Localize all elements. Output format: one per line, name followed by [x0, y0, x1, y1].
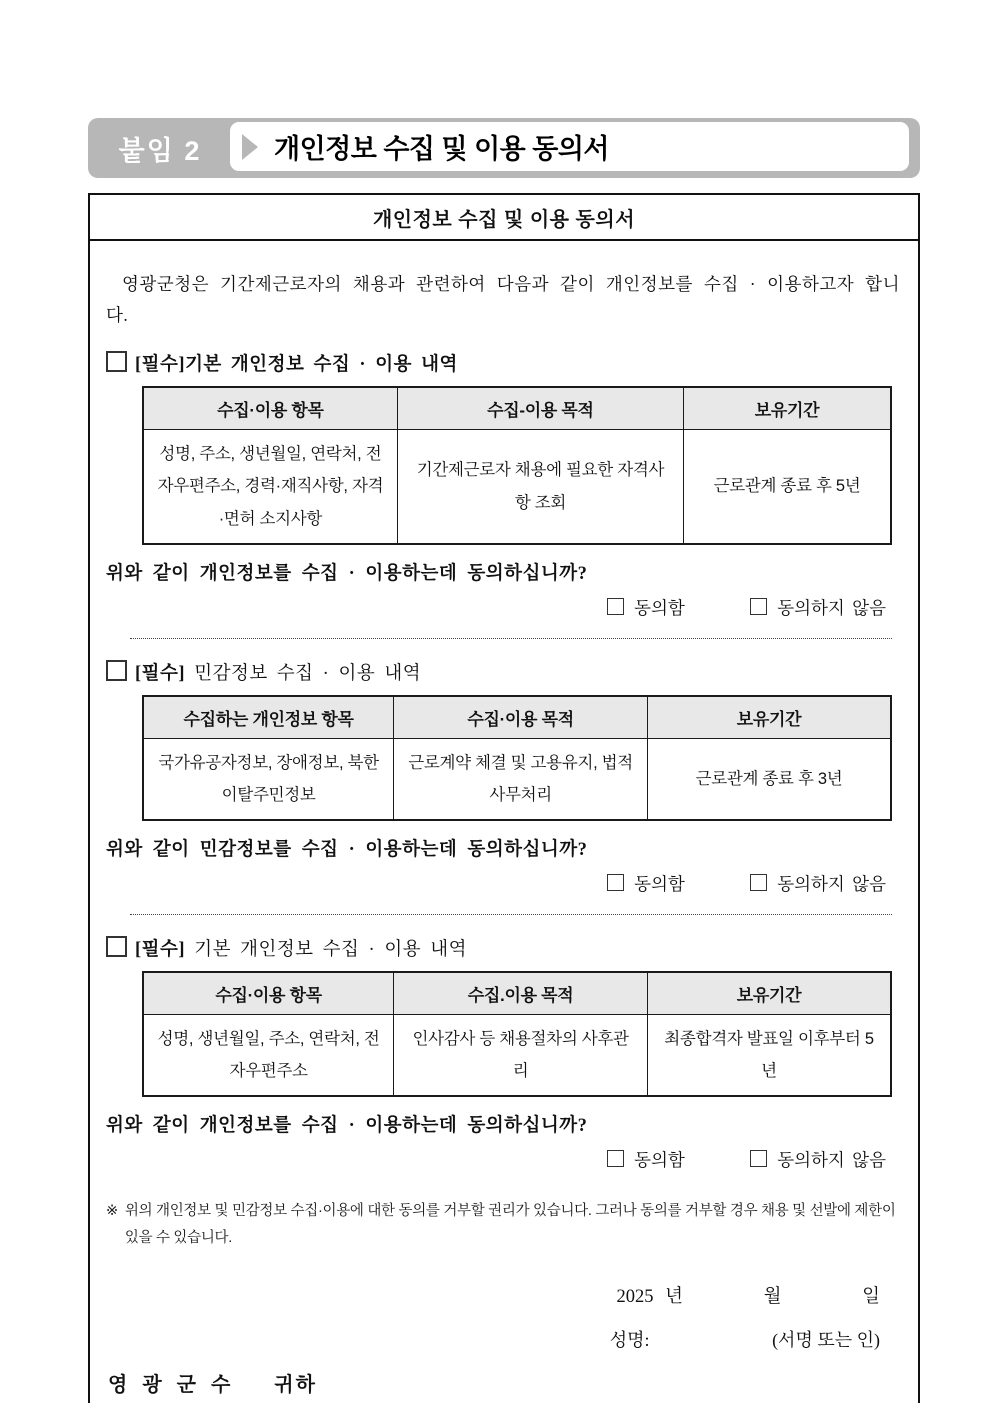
month-label: 월	[763, 1287, 782, 1308]
addressee	[108, 1368, 902, 1397]
table-3-header-row	[143, 972, 891, 1015]
collection-items-cell: 성명, 주소, 생년월일, 연락처, 전자우편주소, 경력·재직사항, 자격·면허 소지사항	[143, 430, 397, 544]
disagree-label: 동의하지 않음	[777, 874, 886, 895]
form-body	[90, 241, 918, 1403]
banner-title: 개인정보 수집 및 이용 동의서	[274, 134, 609, 164]
agree-checkbox-icon[interactable]	[607, 1150, 624, 1167]
table-1-header-row	[143, 387, 891, 430]
section-2-heading	[106, 659, 902, 685]
agree-label: 동의함	[634, 597, 685, 618]
section-basic-info-2	[104, 935, 902, 1172]
table-2-data-row	[143, 738, 891, 820]
section-sensitive-info	[104, 659, 902, 896]
agree-label: 동의함	[634, 874, 685, 895]
collection-purpose-cell: 기간제근로자 채용에 필요한 자격사항 조회	[397, 430, 683, 544]
date-line	[104, 1282, 902, 1308]
column-header: 보유기간	[648, 696, 892, 739]
column-header: 수집·이용 항목	[143, 387, 397, 430]
disagree-option-3[interactable]	[750, 1150, 886, 1170]
disagree-checkbox-icon[interactable]	[750, 598, 767, 615]
agree-option-1[interactable]	[607, 598, 685, 618]
attachment-badge: 붙임 2	[118, 135, 202, 166]
footnote	[106, 1198, 900, 1252]
column-header: 수집·이용 항목	[143, 972, 394, 1015]
collection-purpose-cell: 근로계약 체결 및 고용유지, 법적사무처리	[394, 738, 648, 820]
consent-options-3	[104, 1147, 902, 1172]
form-title: 개인정보 수집 및 이용 동의서	[90, 195, 918, 241]
agree-checkbox-icon[interactable]	[607, 598, 624, 615]
collection-items-cell: 성명, 생년월일, 주소, 연락처, 전자우편주소	[143, 1015, 394, 1097]
table-3-data-row	[143, 1015, 891, 1097]
dotted-divider	[130, 638, 892, 639]
column-header: 수집.이용 목적	[394, 972, 648, 1015]
collection-purpose-cell: 인사감사 등 채용절차의 사후관리	[394, 1015, 648, 1097]
signature-line	[104, 1326, 902, 1352]
consent-options-2	[104, 871, 902, 896]
agree-option-2[interactable]	[607, 874, 685, 894]
section-3-heading-required: [필수]	[135, 940, 186, 961]
consent-question-3: 위와 같이 개인정보를 수집 · 이용하는데 동의하십니까?	[106, 1116, 588, 1137]
section-3-heading-text: 기본 개인정보 수집 · 이용 내역	[185, 940, 467, 961]
retention-period-cell: 최종합격자 발표일 이후부터 5년	[648, 1015, 892, 1097]
addressee-suffix: 귀하	[274, 1374, 317, 1397]
footnote-text: 위의 개인정보 및 민감정보 수집·이용에 대한 동의를 거부할 권리가 있습니다. 그러나 동의를 거부할 경우 채용 및 선발에 제한이 있을 수 있습니다.	[124, 1203, 896, 1247]
year-value: 2025	[616, 1287, 654, 1308]
attachment-banner	[88, 118, 920, 178]
agree-checkbox-icon[interactable]	[607, 874, 624, 891]
column-header: 수집-이용 목적	[397, 387, 683, 430]
dotted-divider	[130, 914, 892, 915]
column-header: 수집하는 개인정보 항목	[143, 696, 394, 739]
disagree-option-1[interactable]	[750, 598, 886, 618]
collection-items-cell: 국가유공자정보, 장애정보, 북한이탈주민정보	[143, 738, 394, 820]
column-header: 보유기간	[648, 972, 892, 1015]
collection-table-3	[142, 971, 892, 1097]
consent-options-1	[104, 595, 902, 620]
chevron-right-icon	[242, 134, 258, 160]
section-1-heading	[106, 350, 902, 376]
name-label: 성명:	[609, 1330, 650, 1351]
section-checkbox-icon	[106, 660, 127, 681]
disagree-label: 동의하지 않음	[777, 1150, 886, 1171]
intro-paragraph: 영광군청은 기간제근로자의 채용과 관련하여 다음과 같이 개인정보를 수집 · 이용하고자 합니다.	[106, 274, 900, 325]
column-header: 수집·이용 목적	[394, 696, 648, 739]
section-basic-info-1	[104, 350, 902, 620]
table-1-data-row	[143, 430, 891, 544]
section-checkbox-icon	[106, 936, 127, 957]
disagree-label: 동의하지 않음	[777, 597, 886, 618]
section-3-heading	[106, 935, 902, 961]
agree-label: 동의함	[634, 1150, 685, 1171]
disagree-option-2[interactable]	[750, 874, 886, 894]
retention-period-cell: 근로관계 종료 후 5년	[684, 430, 891, 544]
signature-note: (서명 또는 인)	[772, 1330, 880, 1351]
agree-option-3[interactable]	[607, 1150, 685, 1170]
addressee-name: 영 광 군 수	[108, 1374, 236, 1397]
retention-period-cell: 근로관계 종료 후 3년	[648, 738, 892, 820]
collection-table-2	[142, 695, 892, 821]
section-checkbox-icon	[106, 351, 127, 372]
collection-table-1	[142, 386, 892, 545]
consent-form-box	[88, 193, 920, 1403]
section-2-heading-text: 민감정보 수집 · 이용 내역	[185, 663, 422, 684]
consent-question-1: 위와 같이 개인정보를 수집 · 이용하는데 동의하십니까?	[106, 563, 588, 584]
consent-question-2: 위와 같이 민감정보를 수집 · 이용하는데 동의하십니까?	[106, 840, 588, 861]
table-2-header-row	[143, 696, 891, 739]
column-header: 보유기간	[684, 387, 891, 430]
banner-title-box	[230, 122, 909, 171]
year-label: 년	[665, 1287, 683, 1308]
disagree-checkbox-icon[interactable]	[750, 874, 767, 891]
reference-mark-icon: ※	[106, 1203, 118, 1220]
day-label: 일	[862, 1287, 880, 1308]
section-2-heading-required: [필수]	[135, 663, 186, 684]
disagree-checkbox-icon[interactable]	[750, 1150, 767, 1167]
section-1-heading-required: [필수]기본 개인정보 수집 · 이용 내역	[135, 355, 458, 376]
